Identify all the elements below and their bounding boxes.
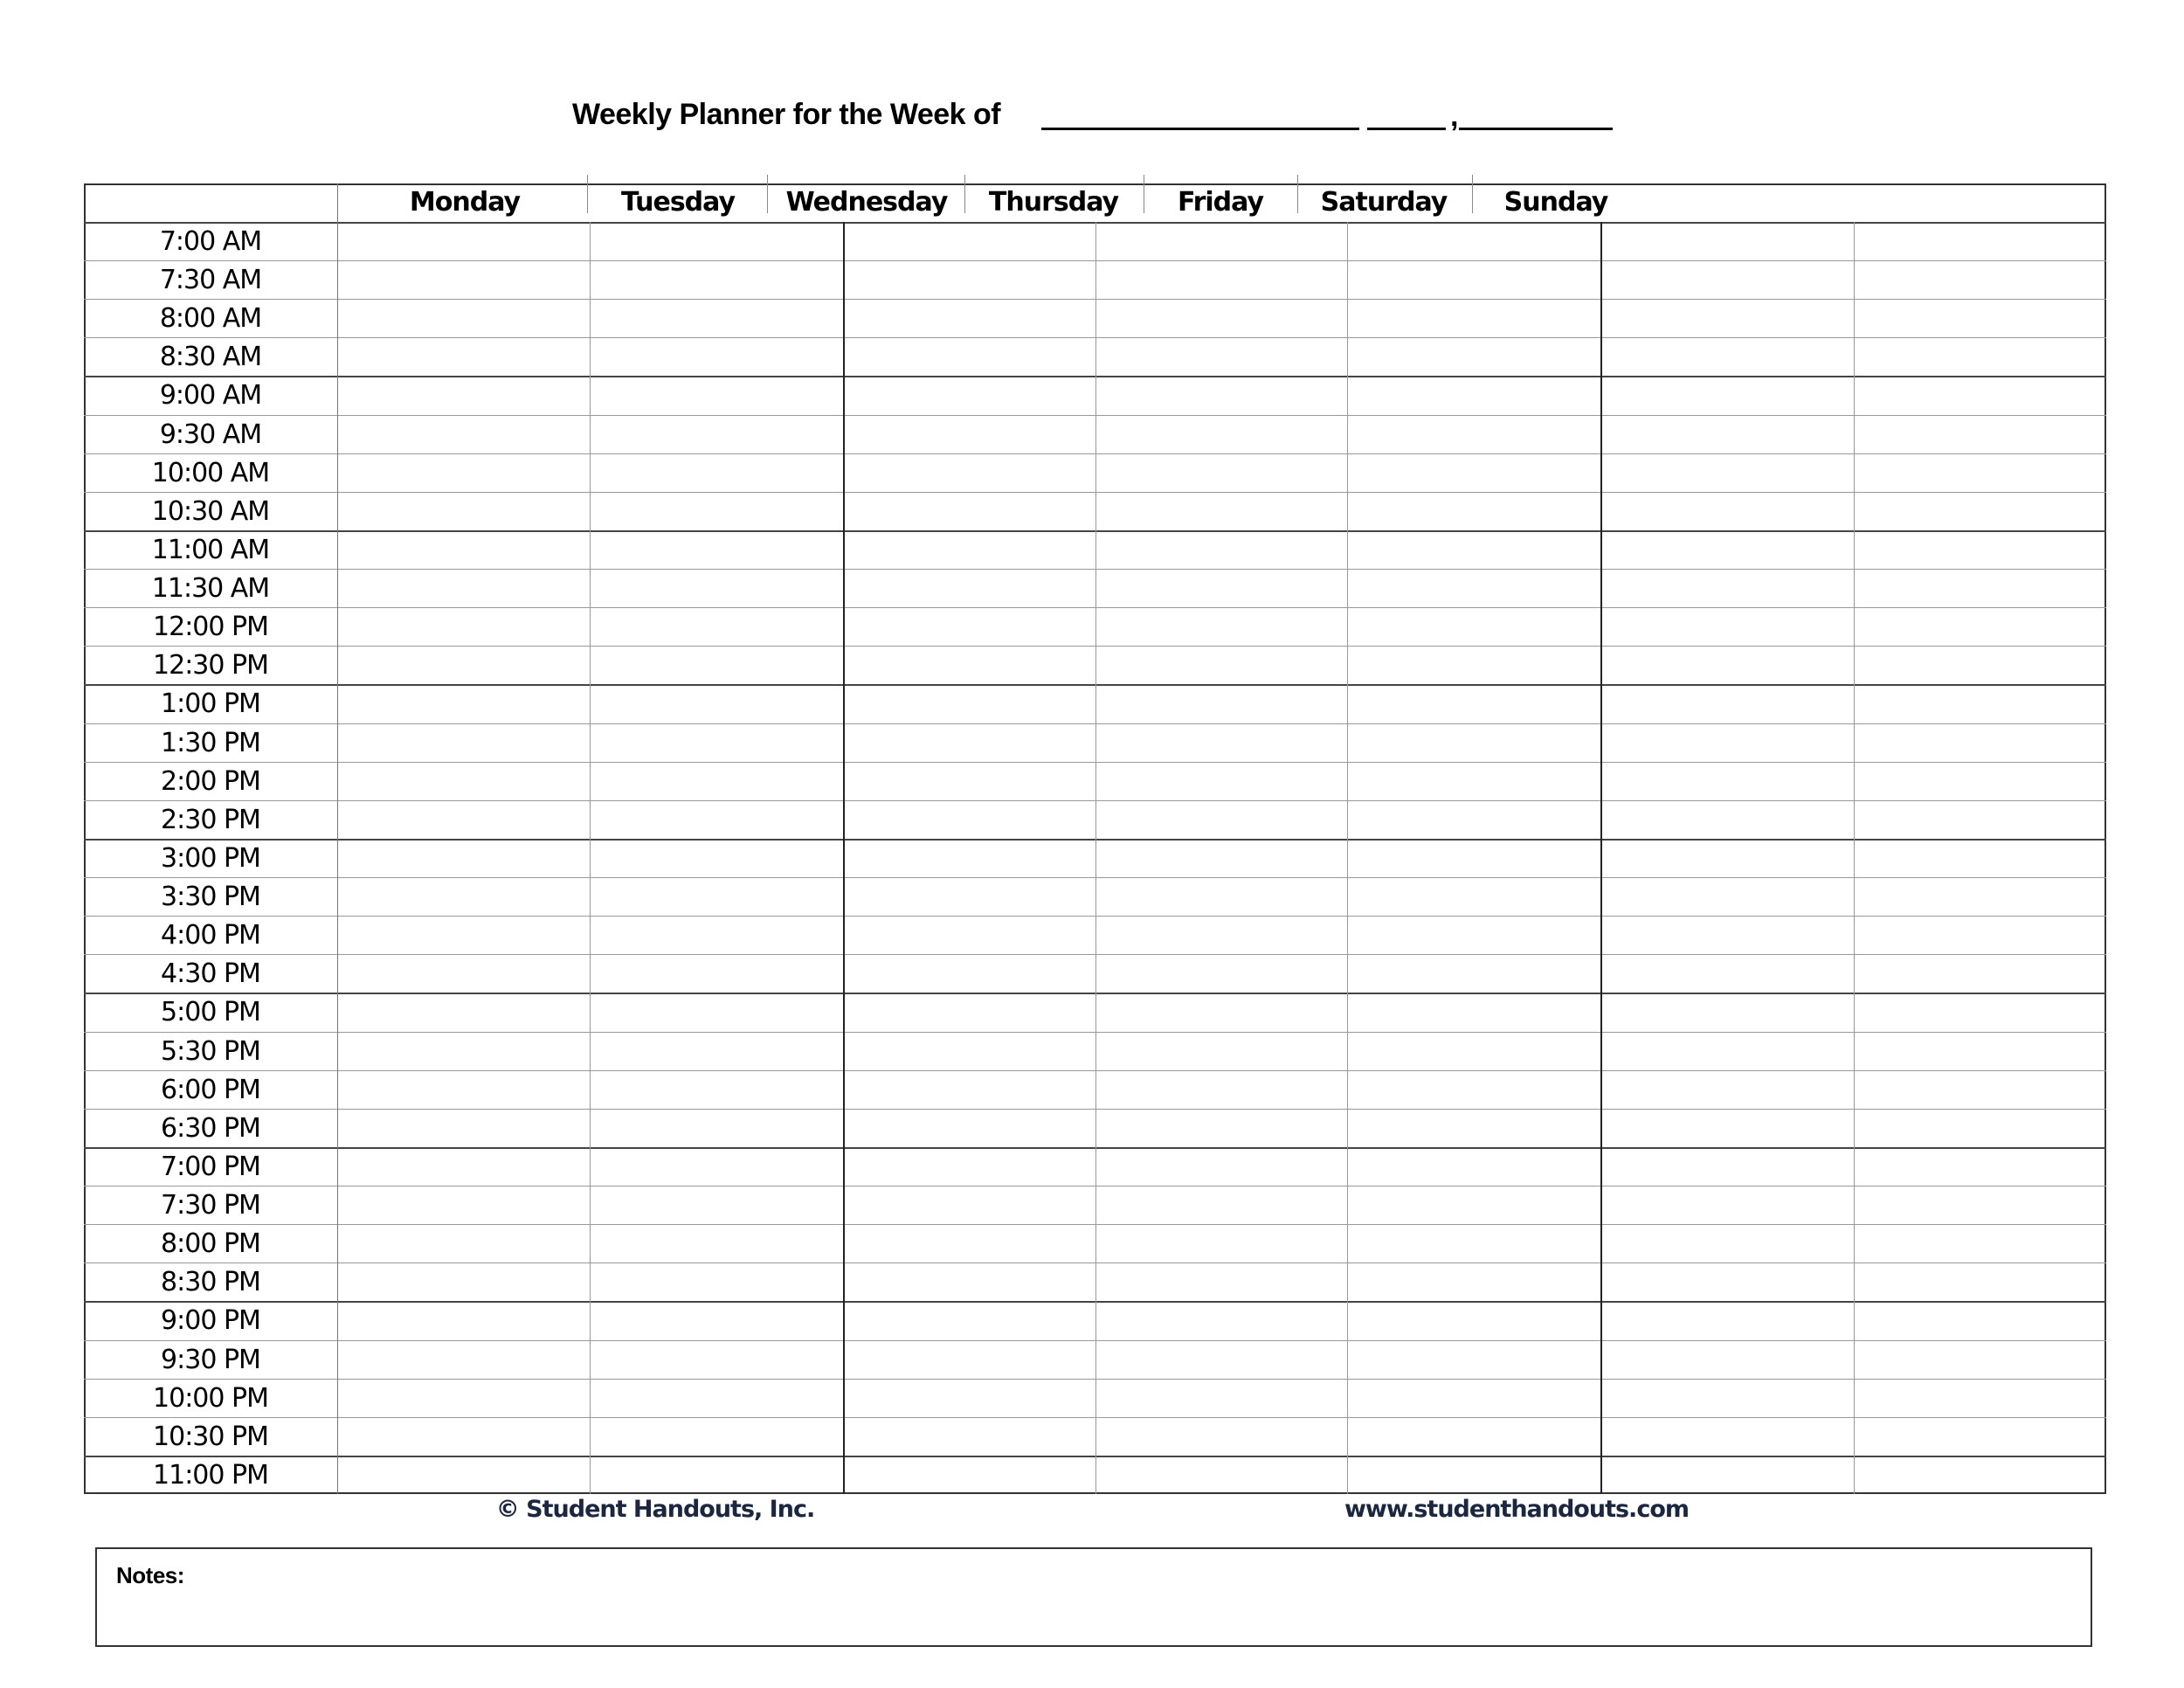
time-label: 9:30 AM: [159, 419, 262, 450]
time-label: 3:00 PM: [161, 842, 260, 874]
time-label: 7:00 AM: [159, 226, 262, 257]
time-label: 8:00 PM: [161, 1228, 260, 1260]
header-tick: [587, 175, 588, 213]
time-label: 5:00 PM: [161, 997, 260, 1028]
time-label: 6:30 PM: [161, 1112, 260, 1144]
time-label: 4:30 PM: [161, 958, 260, 990]
website-link[interactable]: www.studenthandouts.com: [1344, 1496, 1690, 1523]
time-label: 10:30 AM: [151, 495, 270, 527]
time-label: 5:30 PM: [161, 1035, 260, 1067]
time-label: 1:30 PM: [161, 727, 260, 758]
time-label: 12:30 PM: [153, 650, 268, 681]
day-header-friday: Friday: [1177, 187, 1264, 218]
time-label: 11:00 PM: [153, 1459, 268, 1491]
notes-box[interactable]: [95, 1547, 2092, 1647]
time-label: 10:00 AM: [151, 457, 270, 488]
time-label: 1:00 PM: [161, 688, 260, 720]
column-divider: [1347, 222, 1348, 1494]
time-label: 11:30 AM: [151, 573, 270, 605]
time-label: 12:00 PM: [153, 612, 268, 643]
column-divider: [337, 183, 338, 1494]
week-day-blank[interactable]: [1367, 128, 1446, 130]
column-divider: [590, 222, 591, 1494]
time-label: 10:30 PM: [153, 1421, 268, 1452]
header-tick: [1297, 175, 1298, 213]
column-divider: [1854, 222, 1855, 1494]
time-label: 11:00 AM: [151, 534, 270, 565]
time-label: 7:30 AM: [159, 265, 262, 296]
notes-label: Notes:: [116, 1562, 184, 1588]
time-label: 9:30 PM: [161, 1344, 260, 1375]
time-label: 10:00 PM: [153, 1382, 268, 1414]
day-header-thursday: Thursday: [988, 187, 1119, 218]
week-year-blank[interactable]: [1459, 128, 1613, 130]
time-label: 8:30 PM: [161, 1267, 260, 1298]
time-label: 2:30 PM: [161, 804, 260, 835]
time-label: 7:00 PM: [161, 1151, 260, 1182]
header-tick: [1472, 175, 1473, 213]
time-label: 3:30 PM: [161, 882, 260, 913]
day-header-monday: Monday: [409, 187, 521, 218]
time-label: 8:00 AM: [159, 303, 262, 335]
column-divider: [1600, 222, 1602, 1494]
time-label: 8:30 AM: [159, 342, 262, 373]
week-month-blank[interactable]: [1041, 128, 1359, 130]
time-label: 6:00 PM: [161, 1074, 260, 1105]
header-tick: [767, 175, 768, 213]
day-header-wednesday: Wednesday: [785, 187, 948, 218]
title-comma: ,: [1450, 100, 1459, 133]
day-header-saturday: Saturday: [1320, 187, 1448, 218]
day-header-sunday: Sunday: [1503, 187, 1608, 218]
column-divider: [1095, 222, 1096, 1494]
header-tick: [964, 175, 965, 213]
page-title: Weekly Planner for the Week of: [572, 98, 1001, 131]
copyright: © Student Handouts, Inc.: [495, 1496, 815, 1523]
time-label: 9:00 PM: [161, 1305, 260, 1337]
time-label: 7:30 PM: [161, 1190, 260, 1221]
column-divider: [843, 222, 845, 1494]
time-label: 2:00 PM: [161, 765, 260, 797]
day-header-tuesday: Tuesday: [620, 187, 736, 218]
time-label: 4:00 PM: [161, 920, 260, 951]
time-label: 9:00 AM: [159, 380, 262, 412]
